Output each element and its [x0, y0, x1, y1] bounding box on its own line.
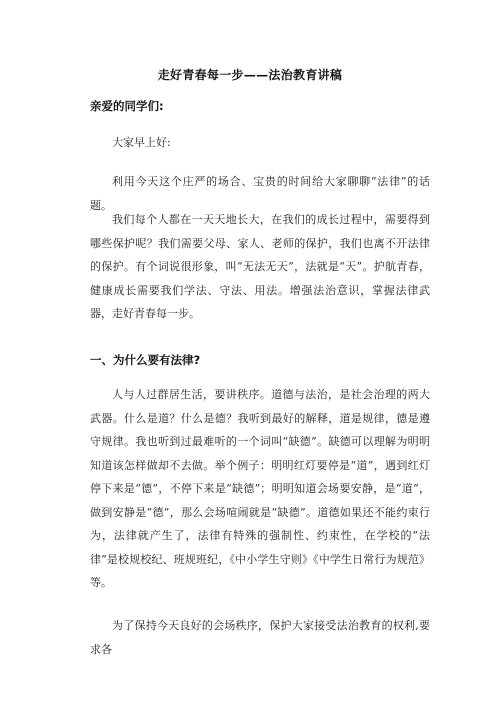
paragraph-2: 我们每个人都在一天天地长大，在我们的成长过程中，需要得到哪些保护呢？我们需要父母、家人、老师的保护，我们也离不开法律的保护。有个词说很形象，叫“无法无天”，法就是“天”。护航青春，健康成长需要我们学法、守法、用法。增强法治意识，掌握法律武器，走好青春每一步。 [90, 213, 430, 320]
paragraph-3: 人与人过群居生活，要讲秩序。道德与法治，是社会治理的两大武器。什么是道？什么是德？我听到最好的解释，道是规律，德是遵守规律。我也听到过最难听的一个词叫“缺德”。缺德可以理解为明明知道该怎样做却不去做。举个例子：明明红灯要停是“道”，遇到红灯停下来是“德”，不停下来是“缺德”；明明知道会场要安静，是“道”，做到安静是“德”，那么会场喧闹就是“缺德”。道德如果还不能约束行为，法律就产生了，法律有特殊的强制性、约束性，在学校的“法律”是校规校纪、班规班纪，《中小学生守则》《中学生日常行为规范》等。 [90, 388, 430, 589]
paragraph-1: 利用今天这个庄严的场合、宝贵的时间给大家聊聊“法律”的话题。 [90, 175, 430, 212]
paragraph-4: 为了保持今天良好的会场秩序，保护大家接受法治教育的权利,要求各 [90, 619, 430, 656]
document-title: 走好青春每一步——法治教育讲稿 [157, 68, 343, 82]
greeting-paragraph: 大家早上好: [112, 136, 171, 149]
section-heading-1: 一、为什么要有法律? [90, 353, 201, 367]
salutation: 亲爱的同学们: [90, 99, 164, 113]
